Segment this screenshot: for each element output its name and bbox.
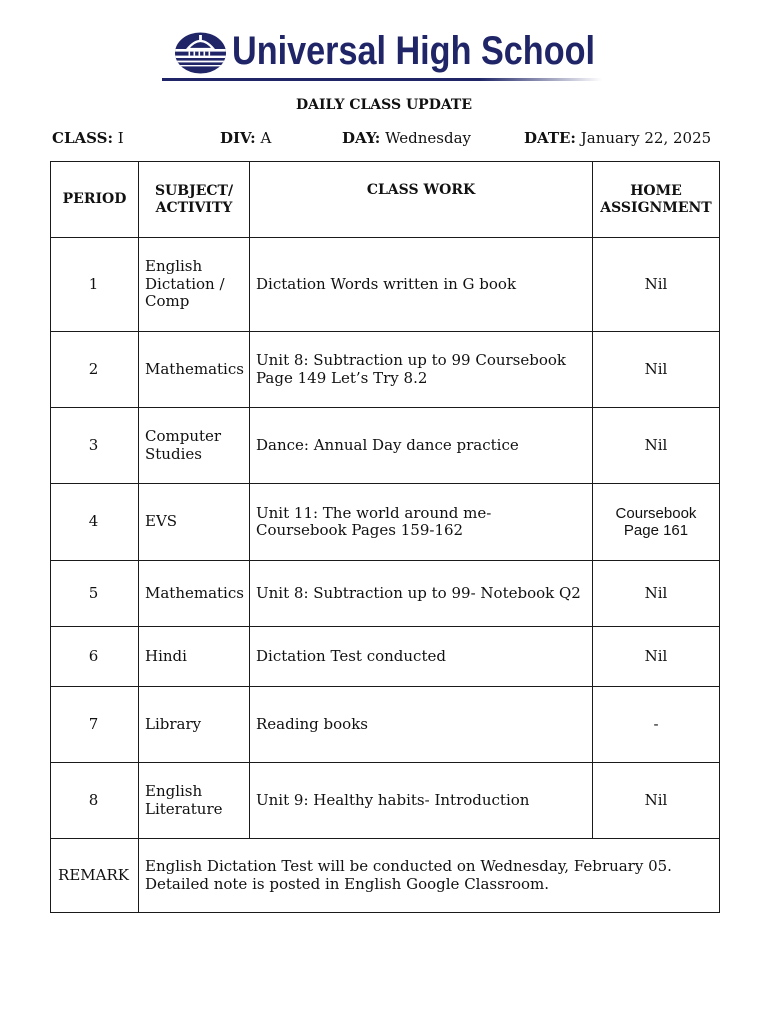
home-assignment-cell: Nil xyxy=(593,238,720,332)
period-cell: 5 xyxy=(51,561,139,627)
table-row xyxy=(51,687,720,763)
class-update-table xyxy=(50,161,720,913)
header-home-assignment: HOME ASSIGNMENT xyxy=(593,162,720,238)
subject-cell: Computer Studies xyxy=(139,408,250,484)
table-row xyxy=(51,484,720,561)
table-row xyxy=(51,238,720,332)
home-assignment-cell: Nil xyxy=(593,627,720,687)
div-value: A xyxy=(260,129,272,147)
subject-cell: Mathematics xyxy=(139,332,250,408)
home-assignment-cell: Coursebook Page 161 xyxy=(593,484,720,561)
subject-cell: English Dictation / Comp xyxy=(139,238,250,332)
class-work-cell: Unit 8: Subtraction up to 99- Notebook Q2 xyxy=(250,561,593,627)
subject-cell: EVS xyxy=(139,484,250,561)
home-assignment-cell: Nil xyxy=(593,763,720,839)
home-assignment-cell: Nil xyxy=(593,408,720,484)
class-work-cell: Reading books xyxy=(250,687,593,763)
day-value: Wednesday xyxy=(385,129,472,147)
subject-cell: Mathematics xyxy=(139,561,250,627)
period-cell: 8 xyxy=(51,763,139,839)
day-label: DAY: xyxy=(342,129,381,147)
info-day xyxy=(342,129,471,147)
home-assignment-cell: - xyxy=(593,687,720,763)
class-work-cell: Dictation Words written in G book xyxy=(250,238,593,332)
info-class xyxy=(52,129,124,147)
class-work-cell: Unit 8: Subtraction up to 99 Coursebook Page 149 Let’s Try 8.2 xyxy=(250,332,593,408)
period-cell: 1 xyxy=(51,238,139,332)
home-assignment-cell: Nil xyxy=(593,561,720,627)
remark-text: English Dictation Test will be conducted on Wednesday, February 05. Detailed note is posted in English Google Classroom. xyxy=(139,839,720,913)
remark-label: REMARK xyxy=(51,839,139,913)
remark-row xyxy=(51,839,720,913)
table-header-row xyxy=(51,162,720,238)
period-cell: 6 xyxy=(51,627,139,687)
class-work-cell: Dictation Test conducted xyxy=(250,627,593,687)
table-row xyxy=(51,332,720,408)
logo-underline xyxy=(162,78,602,81)
period-cell: 7 xyxy=(51,687,139,763)
table-row xyxy=(51,627,720,687)
date-label: DATE: xyxy=(524,129,576,147)
date-value: January 22, 2025 xyxy=(580,129,712,147)
home-assignment-cell: Nil xyxy=(593,332,720,408)
class-work-cell: Dance: Annual Day dance practice xyxy=(250,408,593,484)
table-row xyxy=(51,408,720,484)
table-row xyxy=(51,763,720,839)
class-work-cell: Unit 11: The world around me- Coursebook Pages 159-162 xyxy=(250,484,593,561)
subject-cell: English Literature xyxy=(139,763,250,839)
info-div xyxy=(220,129,271,147)
class-label: CLASS: xyxy=(52,129,113,147)
period-cell: 3 xyxy=(51,408,139,484)
subject-cell: Hindi xyxy=(139,627,250,687)
info-date xyxy=(524,129,711,147)
header-period: PERIOD xyxy=(51,162,139,238)
div-label: DIV: xyxy=(220,129,256,147)
period-cell: 4 xyxy=(51,484,139,561)
header-class-work: CLASS WORK xyxy=(250,162,593,238)
class-work-cell: Unit 9: Healthy habits- Introduction xyxy=(250,763,593,839)
header-subject: SUBJECT/ ACTIVITY xyxy=(139,162,250,238)
period-cell: 2 xyxy=(51,332,139,408)
table-row xyxy=(51,561,720,627)
school-emblem-icon xyxy=(174,32,227,74)
document-title: DAILY CLASS UPDATE xyxy=(295,97,473,113)
school-name-logotype: Universal High School xyxy=(232,29,595,73)
class-value: I xyxy=(117,129,124,147)
subject-cell: Library xyxy=(139,687,250,763)
